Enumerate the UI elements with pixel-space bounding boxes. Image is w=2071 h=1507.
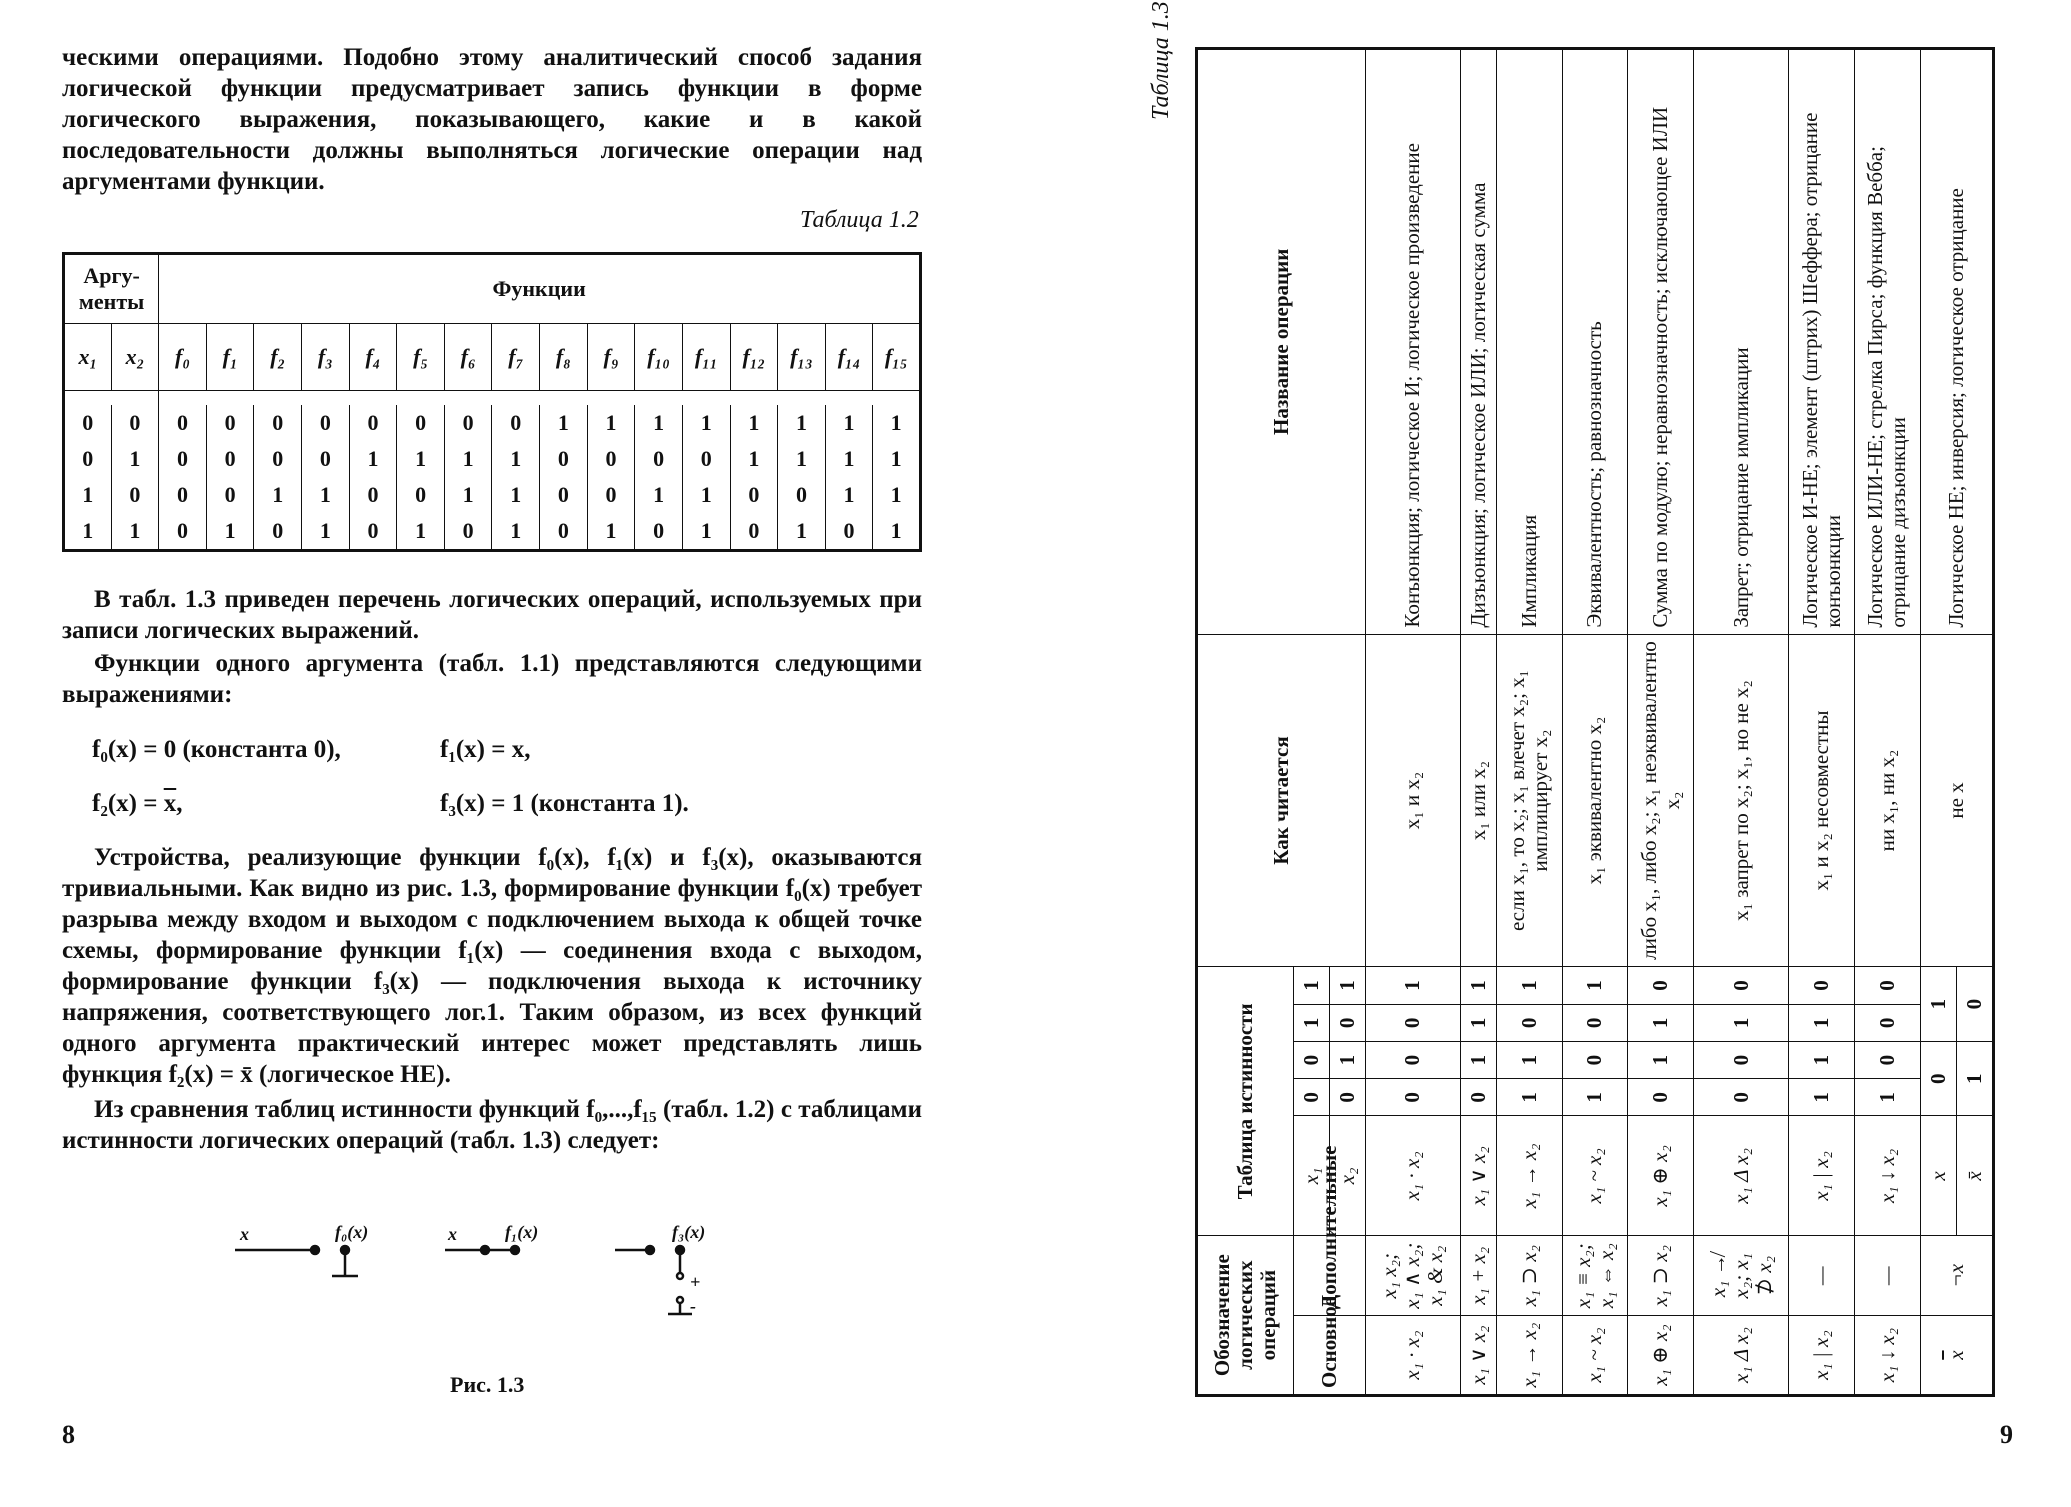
truth-value: 1 (1496, 1041, 1562, 1078)
table-cell: 0 (302, 441, 350, 477)
header-arguments: Аргу-менты (64, 254, 159, 324)
operation-name: Дизъюнкция; логическое ИЛИ; логическая сумма (1460, 49, 1496, 635)
func-label: f₁₁ (682, 324, 730, 391)
table-cell: 0 (159, 513, 207, 551)
op-extra: ¬x (1920, 1236, 1993, 1316)
truth-value: 1 (1789, 1041, 1855, 1078)
func-label: f₃ (302, 324, 350, 391)
op-expression: x₁ · x₂ (1365, 1116, 1460, 1236)
how-read: x₁ эквивалентно x₂ (1562, 634, 1628, 967)
truth-value: 1 (1628, 1004, 1694, 1041)
x1-value: 1 (1293, 1004, 1329, 1041)
fig-label-plus: + (690, 1272, 701, 1292)
truth-value: 1 (1956, 1041, 1993, 1116)
table-cell: 1 (778, 513, 826, 551)
table-cell: 1 (302, 513, 350, 551)
table-cell: 1 (873, 405, 921, 441)
arg-label: x₁ (64, 324, 112, 391)
table-cell: 1 (302, 477, 350, 513)
table-cell: 0 (159, 441, 207, 477)
op-expression: x₁ ∨ x₂ (1460, 1116, 1496, 1236)
table-cell: 1 (540, 405, 588, 441)
table-cell: 0 (206, 441, 254, 477)
table-cell: 0 (349, 477, 397, 513)
truth-value: 0 (1693, 1041, 1788, 1078)
truth-value: 0 (1854, 1004, 1920, 1041)
table-cell: 1 (635, 477, 683, 513)
table-cell: 0 (64, 405, 112, 441)
table-1-2 (62, 252, 922, 552)
x2-value: 1 (1329, 1041, 1365, 1078)
table-cell: 0 (540, 441, 588, 477)
table-cell: 0 (349, 513, 397, 551)
table-cell: 0 (302, 405, 350, 441)
truth-value: 1 (1496, 1079, 1562, 1116)
fig-label-minus: - (690, 1296, 696, 1316)
table-cell: 1 (682, 477, 730, 513)
table-row (1460, 49, 1496, 1396)
truth-value: 1 (1920, 967, 1956, 1042)
paragraph-2: В табл. 1.3 приведен перечень логических операций, используемых при записи логических выражений. (62, 586, 922, 644)
fig-label-f3: f₃(x) (672, 1222, 706, 1242)
truth-value: 0 (1365, 1004, 1460, 1041)
table-cell: 0 (254, 441, 302, 477)
truth-value: 1 (1693, 1004, 1788, 1041)
op-expression: x₁ | x₂ (1789, 1116, 1855, 1236)
op-extra: x₁ ⊃ x₂ (1628, 1236, 1694, 1316)
table-cell: 1 (778, 441, 826, 477)
how-read: x₁ и x₂ (1365, 634, 1460, 967)
table-cell: 0 (349, 405, 397, 441)
header-notation: Обозначение логических операций (1197, 1236, 1294, 1396)
table-cell: 1 (730, 441, 778, 477)
table-row (1496, 49, 1562, 1396)
figure-caption: Рис. 1.3 (450, 1372, 525, 1397)
left-page (0, 0, 1000, 1507)
table-cell: 1 (873, 441, 921, 477)
truth-value: 0 (1693, 967, 1788, 1004)
header-x1: x₁ (1293, 1116, 1329, 1236)
op-extra: x₁ ↛ x₂; x₁ ⊅ x₂ (1693, 1236, 1788, 1316)
func-label: f₁ (206, 324, 254, 391)
truth-value: 1 (1789, 1079, 1855, 1116)
table-cell: 1 (492, 441, 540, 477)
op-basic: x₁ ⊕ x₂ (1628, 1316, 1694, 1396)
truth-value: 0 (1562, 1041, 1628, 1078)
truth-value: 0 (1562, 1004, 1628, 1041)
truth-value: 1 (1460, 1041, 1496, 1078)
op-expression: x₁ → x₂ (1496, 1116, 1562, 1236)
truth-value: 1 (1562, 967, 1628, 1004)
table-cell: 0 (540, 513, 588, 551)
x1-value: 1 (1293, 967, 1329, 1004)
table-cell: 0 (730, 513, 778, 551)
table-row (1789, 49, 1855, 1396)
func-label: f₁₂ (730, 324, 778, 391)
func-label: f₄ (349, 324, 397, 391)
func-label: f₁₃ (778, 324, 826, 391)
truth-value: 0 (1628, 1079, 1694, 1116)
table-cell: 1 (873, 513, 921, 551)
table-cell: 0 (492, 405, 540, 441)
arg-label: x₂ (111, 324, 159, 391)
op-basic: x₁ → x₂ (1496, 1316, 1562, 1396)
truth-value: 1 (1628, 1041, 1694, 1078)
op-basic (1920, 1316, 1993, 1396)
table-cell: 1 (444, 477, 492, 513)
how-read: ни x₁, ни x₂ (1854, 634, 1920, 967)
table-cell: 1 (397, 441, 445, 477)
fig-label-f0: f₀(x) (335, 1222, 369, 1242)
func-label: f₁₄ (825, 324, 873, 391)
table-cell: 1 (492, 513, 540, 551)
table-row (64, 477, 921, 513)
header-how-read: Как читается (1197, 634, 1366, 967)
truth-value: 1 (1496, 967, 1562, 1004)
op-extra: x₁ x₂; x₁ ∧ x₂; x₁ & x₂ (1365, 1236, 1460, 1316)
op-expression: x₁ ↓ x₂ (1854, 1116, 1920, 1236)
formula-f3: f₃(x) = 1 (константа 1). (440, 790, 689, 817)
op-expression: x₁ Δ x₂ (1693, 1116, 1788, 1236)
how-read: x₁ и x₂ несовместны (1789, 634, 1855, 967)
truth-value: 0 (1789, 967, 1855, 1004)
op-basic-text: $\overline{x}$ (1943, 1350, 1968, 1360)
figure-1-3 (220, 1210, 760, 1330)
table-cell: 1 (111, 513, 159, 551)
table-1-2-caption: Таблица 1.2 (800, 207, 919, 233)
func-label: f₅ (397, 324, 445, 391)
table-cell: 0 (444, 405, 492, 441)
op-extra: x₁ + x₂ (1460, 1236, 1496, 1316)
operation-name: Запрет; отрицание импликации (1693, 49, 1788, 635)
table-cell: 0 (730, 477, 778, 513)
table-cell: 0 (111, 477, 159, 513)
table-cell: 1 (397, 513, 445, 551)
func-label: f₁₅ (873, 324, 921, 391)
table-cell: 1 (206, 513, 254, 551)
op-basic: x₁ Δ x₂ (1693, 1316, 1788, 1396)
table-cell: 1 (825, 405, 873, 441)
table-cell: 0 (254, 513, 302, 551)
formula-f0: f₀(x) = 0 (константа 0), (92, 736, 341, 763)
header-operation-name: Название операции (1197, 49, 1366, 635)
table-cell: 0 (397, 405, 445, 441)
operation-name: Логическое И-НЕ; элемент (штрих) Шеффера; отрицание конъюнкции (1789, 49, 1855, 635)
table-cell: 0 (159, 477, 207, 513)
table-row (1365, 49, 1460, 1396)
table-cell: 1 (778, 405, 826, 441)
header-extra: Дополнительные (1293, 1236, 1365, 1316)
header-functions: Функции (159, 254, 921, 324)
fig-label-f1: f₁(x) (505, 1222, 539, 1242)
how-read: либо x₁, либо x₂; x₁ неэквивалентно x₂ (1628, 634, 1694, 967)
truth-value: 0 (1365, 1079, 1460, 1116)
table-cell: 1 (730, 405, 778, 441)
paragraph-4: Устройства, реализующие функции f₀(x), f₁(x) и f₃(x), оказываются тривиальными. Как видно из рис. 1.3, формирование функции f₀(x) требует разрыва между входом и выходом с подключением выхода к общей точке схемы, формирование функции f₁(x) — соединения входа с выходом, формирование функции f₃(x) — подключения выхода к источнику напряжения, соответствующего лог.1. Таким образом, из всех функций одного аргумента практический интерес может представлять лишь функция f₂(x) = x̄ (логическое НЕ). (62, 844, 922, 1088)
table-row (1628, 49, 1694, 1396)
table-row (64, 441, 921, 477)
truth-value: 1 (1365, 967, 1460, 1004)
truth-value: 0 (1920, 1041, 1956, 1116)
table-cell: 1 (254, 477, 302, 513)
func-label: f₀ (159, 324, 207, 391)
table-cell: 1 (444, 441, 492, 477)
op-extra: x₁ ⊃ x₂ (1496, 1236, 1562, 1316)
table-cell: 0 (682, 441, 730, 477)
table-1-3-caption: Таблица 1.3 (1148, 1, 1174, 120)
truth-value: 1 (1562, 1079, 1628, 1116)
table-cell: 0 (64, 441, 112, 477)
table-cell: 0 (587, 477, 635, 513)
table-cell: 1 (349, 441, 397, 477)
table-cell: 0 (587, 441, 635, 477)
truth-value: 1 (1460, 1004, 1496, 1041)
paragraph-3: Функции одного аргумента (табл. 1.1) представляются следующими выражениями: (62, 650, 922, 708)
table-cell: 0 (206, 405, 254, 441)
table-row (1854, 49, 1920, 1396)
op-extra: x₁ ≡ x₂; x₁ ⇔ x₂ (1562, 1236, 1628, 1316)
table-cell: 1 (873, 477, 921, 513)
operation-name: Импликация (1496, 49, 1562, 635)
table-cell: 1 (111, 441, 159, 477)
table-cell: 0 (540, 477, 588, 513)
op-expression: x̄ (1956, 1116, 1993, 1236)
fig-label-x1: x (240, 1224, 249, 1244)
table-row (1920, 49, 1956, 1396)
table-cell: 1 (682, 513, 730, 551)
how-read: если x₁, то x₂; x₁ влечет x₂; x₁ имплицирует x₂ (1496, 634, 1562, 967)
func-label: f₁₀ (635, 324, 683, 391)
op-basic: x₁ | x₂ (1789, 1316, 1855, 1396)
table-cell: 1 (64, 477, 112, 513)
truth-value: 1 (1854, 1079, 1920, 1116)
x2-value: 0 (1329, 1004, 1365, 1041)
op-extra: — (1854, 1236, 1920, 1316)
op-basic: x₁ ↓ x₂ (1854, 1316, 1920, 1396)
operation-name: Эквивалентность; равнозначность (1562, 49, 1628, 635)
table-cell: 1 (825, 477, 873, 513)
operation-name: Логическое НЕ; инверсия; логическое отрицание (1920, 49, 1993, 635)
truth-value: 0 (1854, 967, 1920, 1004)
truth-value: 0 (1854, 1041, 1920, 1078)
paragraph-5: Из сравнения таблиц истинности функций f₀,...,f₁₅ (табл. 1.2) с таблицами истинности логических операций (табл. 1.3) следует: (62, 1096, 922, 1154)
truth-value: 0 (1628, 967, 1694, 1004)
formula-f1: f₁(x) = x, (440, 736, 531, 763)
op-basic: x₁ · x₂ (1365, 1316, 1460, 1396)
table-cell: 0 (254, 405, 302, 441)
table-cell: 1 (492, 477, 540, 513)
table-cell: 0 (635, 513, 683, 551)
table-cell: 1 (587, 513, 635, 551)
table-cell: 0 (159, 405, 207, 441)
func-label: f₇ (492, 324, 540, 391)
table-1-3-rotated (1195, 47, 1995, 1397)
truth-value: 0 (1693, 1079, 1788, 1116)
formula-f2: $f_2(x) = \overline{x}$, (92, 790, 183, 817)
fig-label-x2: x (448, 1224, 457, 1244)
how-read: не x (1920, 634, 1993, 967)
func-label: f₂ (254, 324, 302, 391)
table-1-3 (1195, 47, 1995, 1397)
how-read: x₁ или x₂ (1460, 634, 1496, 967)
table-cell: 0 (778, 477, 826, 513)
operation-name: Конъюнкция; логическое И; логическое произведение (1365, 49, 1460, 635)
table-1-2-spacer (64, 391, 921, 406)
table-row (1693, 49, 1788, 1396)
truth-value: 0 (1496, 1004, 1562, 1041)
func-label: f₉ (587, 324, 635, 391)
op-expression: x (1920, 1116, 1956, 1236)
x2-value: 1 (1329, 967, 1365, 1004)
x1-value: 0 (1293, 1041, 1329, 1078)
table-cell: 0 (825, 513, 873, 551)
func-label: f₈ (540, 324, 588, 391)
truth-value: 0 (1460, 1079, 1496, 1116)
page-number-right: 9 (2000, 1420, 2013, 1449)
op-expression: x₁ ⊕ x₂ (1628, 1116, 1694, 1236)
table-row (64, 513, 921, 551)
table-cell: 0 (206, 477, 254, 513)
x2-value: 0 (1329, 1079, 1365, 1116)
operation-name: Логическое ИЛИ-НЕ; стрелка Пирса; функция Вебба; отрицание дизъюнкции (1854, 49, 1920, 635)
table-row (64, 405, 921, 441)
op-basic: x₁ ∨ x₂ (1460, 1316, 1496, 1396)
table-cell: 0 (397, 477, 445, 513)
table-cell: 1 (635, 405, 683, 441)
how-read: x₁ запрет по x₂; x₁, но не x₂ (1693, 634, 1788, 967)
header-x2: x₂ (1329, 1116, 1365, 1236)
truth-value: 1 (1460, 967, 1496, 1004)
x1-value: 0 (1293, 1079, 1329, 1116)
table-cell: 1 (587, 405, 635, 441)
page-number-left: 8 (62, 1420, 75, 1449)
table-cell: 1 (682, 405, 730, 441)
header-basic: Основное (1293, 1316, 1365, 1396)
op-expression: x₁ ~ x₂ (1562, 1116, 1628, 1236)
table-cell: 1 (825, 441, 873, 477)
truth-value: 0 (1365, 1041, 1460, 1078)
header-truth-table: Таблица истинности (1197, 967, 1294, 1236)
operation-name: Сумма по модулю; неравнозначность; исключающее ИЛИ (1628, 49, 1694, 635)
truth-value: 1 (1789, 1004, 1855, 1041)
truth-value: 0 (1956, 967, 1993, 1042)
table-cell: 1 (64, 513, 112, 551)
paragraph-top: ческими операциями. Подобно этому аналитический способ задания логической функции предусматривает запись функции в форме логического выражения, показывающего, какие и в какой последовательности должны выполняться логические операции над аргументами функции. (62, 44, 922, 195)
table-1-2-labels-row (64, 324, 921, 391)
op-basic: x₁ ~ x₂ (1562, 1316, 1628, 1396)
table-cell: 0 (111, 405, 159, 441)
table-cell: 0 (635, 441, 683, 477)
table-row (1562, 49, 1628, 1396)
op-extra: — (1789, 1236, 1855, 1316)
func-label: f₆ (444, 324, 492, 391)
table-cell: 0 (444, 513, 492, 551)
